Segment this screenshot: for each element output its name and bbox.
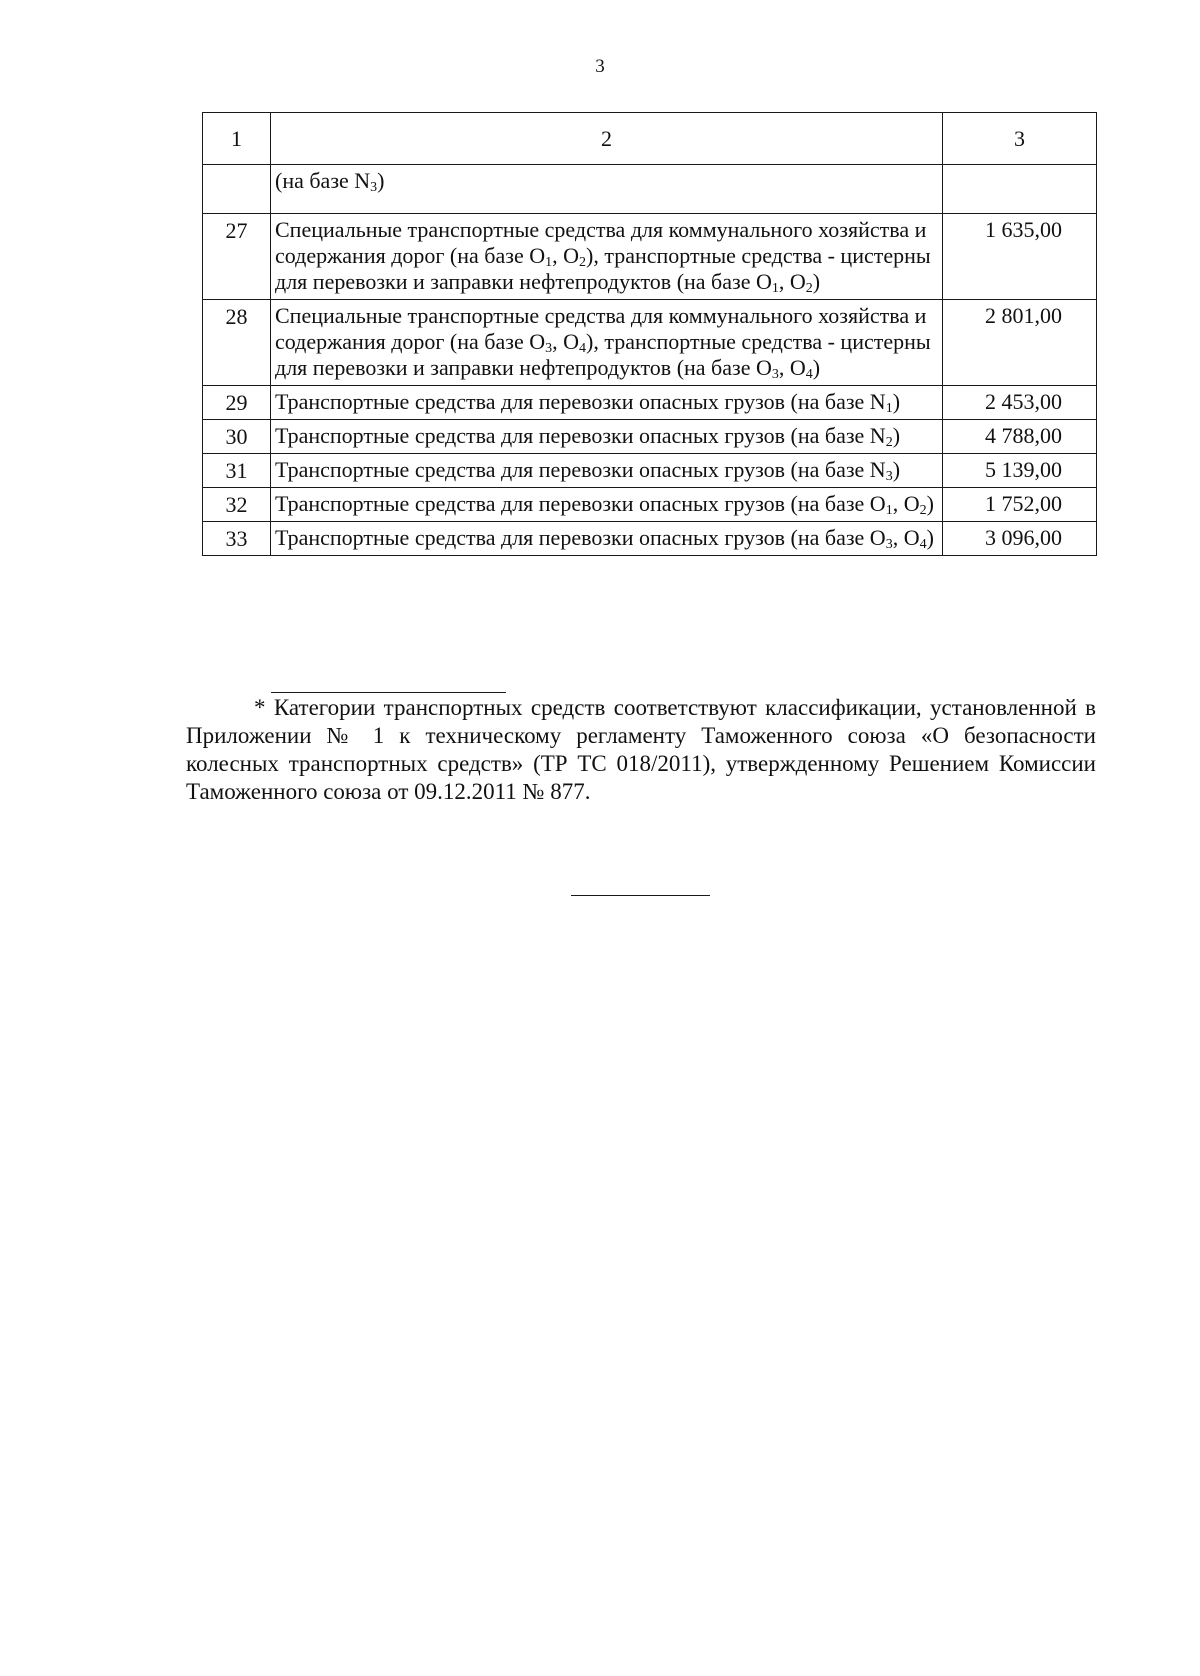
row-number-cell: 33 bbox=[203, 522, 271, 556]
header-cell-col3: 3 bbox=[943, 113, 1097, 165]
end-of-document-rule bbox=[571, 895, 710, 896]
row-number-cell bbox=[203, 165, 271, 214]
row-number-cell: 27 bbox=[203, 214, 271, 300]
row-value-cell bbox=[943, 165, 1097, 214]
table-row bbox=[203, 300, 1097, 386]
tariff-table bbox=[202, 112, 1097, 556]
row-number-cell: 29 bbox=[203, 386, 271, 420]
row-number-cell: 31 bbox=[203, 454, 271, 488]
row-description-cell: Транспортные средства для перевозки опасных грузов (на базе $N_3$) bbox=[271, 454, 943, 488]
table-row bbox=[203, 214, 1097, 300]
row-description-cell: Транспортные средства для перевозки опасных грузов (на базе $N_2$) bbox=[271, 420, 943, 454]
row-description-cell: Транспортные средства для перевозки опасных грузов (на базе $O_3$, $O_4$) bbox=[271, 522, 943, 556]
row-value-cell: 3 096,00 bbox=[943, 522, 1097, 556]
row-description-cell: Транспортные средства для перевозки опасных грузов (на базе $O_1$, $O_2$) bbox=[271, 488, 943, 522]
table-row bbox=[203, 488, 1097, 522]
footnote-separator bbox=[271, 692, 506, 693]
row-value-cell: 5 139,00 bbox=[943, 454, 1097, 488]
row-number-cell: 28 bbox=[203, 300, 271, 386]
table-row bbox=[203, 454, 1097, 488]
table-row bbox=[203, 386, 1097, 420]
row-value-cell: 4 788,00 bbox=[943, 420, 1097, 454]
row-value-cell: 1 752,00 bbox=[943, 488, 1097, 522]
table-row-continuation bbox=[203, 165, 1097, 214]
row-value-cell: 2 453,00 bbox=[943, 386, 1097, 420]
row-number-cell: 32 bbox=[203, 488, 271, 522]
tariff-table-body bbox=[203, 113, 1097, 556]
footnote: * Категории транспортных средств соответствуют классификации, установленной в Приложении № 1 к техническому регламенту Таможенного союза «О безопасности колесных транспортных средств» (ТР ТС 018/2011), утвержденному Решением Комиссии Таможенного союза от 09.12.2011 № 877. bbox=[186, 695, 1096, 804]
table-row bbox=[203, 522, 1097, 556]
row-value-cell: 2 801,00 bbox=[943, 300, 1097, 386]
row-number-cell: 30 bbox=[203, 420, 271, 454]
row-value-cell: 1 635,00 bbox=[943, 214, 1097, 300]
header-cell-col2: 2 bbox=[271, 113, 943, 165]
row-description-cell: Специальные транспортные средства для коммунального хозяйства и содержания дорог (на базе $O_3$, $O_4$), транспортные средства - цистерны для перевозки и заправки нефтепродуктов (на базе $O_3$, $O_4$) bbox=[271, 300, 943, 386]
row-description-cell: (на базе $N_3$) bbox=[271, 165, 943, 214]
header-cell-col1: 1 bbox=[203, 113, 271, 165]
table-header-row bbox=[203, 113, 1097, 165]
page-number: 3 bbox=[595, 56, 605, 77]
row-description-cell: Специальные транспортные средства для коммунального хозяйства и содержания дорог (на базе $O_1$, $O_2$), транспортные средства - цистерны для перевозки и заправки нефтепродуктов (на базе $O_1$, $O_2$) bbox=[271, 214, 943, 300]
table-row bbox=[203, 420, 1097, 454]
row-description-cell: Транспортные средства для перевозки опасных грузов (на базе $N_1$) bbox=[271, 386, 943, 420]
